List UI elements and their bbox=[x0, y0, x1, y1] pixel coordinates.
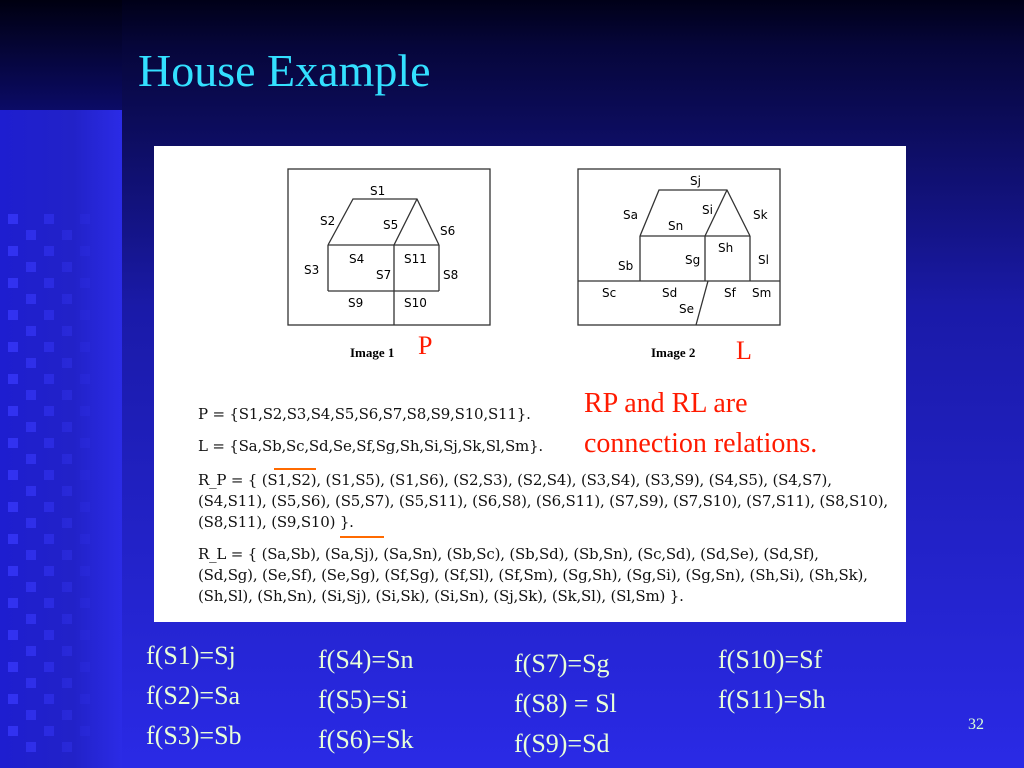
image1-diagram bbox=[288, 169, 490, 325]
decorative-square bbox=[26, 486, 36, 496]
decorative-square bbox=[44, 214, 54, 224]
decorative-square bbox=[80, 438, 90, 448]
decorative-square bbox=[8, 662, 18, 672]
mapping-item: f(S3)=Sb bbox=[146, 721, 242, 750]
decorative-square bbox=[80, 406, 90, 416]
mapping-item: f(S11)=Sh bbox=[718, 685, 826, 714]
figure-panel bbox=[154, 146, 906, 622]
label-sj: Sj bbox=[690, 174, 701, 188]
decorative-square bbox=[62, 742, 72, 752]
formula-rl bbox=[198, 544, 868, 607]
decorative-square bbox=[80, 630, 90, 640]
decorative-square bbox=[8, 470, 18, 480]
decorative-square bbox=[44, 470, 54, 480]
decorative-square bbox=[8, 438, 18, 448]
decorative-square bbox=[80, 502, 90, 512]
decorative-square bbox=[62, 646, 72, 656]
decorative-square bbox=[8, 246, 18, 256]
connection-note bbox=[584, 384, 904, 464]
decorative-square bbox=[62, 326, 72, 336]
label-sl: Sl bbox=[758, 253, 769, 267]
formula-rp bbox=[198, 470, 888, 533]
decorative-square bbox=[80, 214, 90, 224]
label-s7: S7 bbox=[376, 268, 392, 282]
decorative-square bbox=[26, 294, 36, 304]
label-sf: Sf bbox=[724, 286, 736, 300]
decorative-square bbox=[62, 550, 72, 560]
label-sd: Sd bbox=[662, 286, 678, 300]
formula-rp-line-2: (S4,S11), (S5,S6), (S5,S7), (S5,S11), (S6,S8), (S6,S11), (S7,S9), (S7,S10), (S7,S11), (S8,S10), bbox=[198, 492, 888, 510]
image1-caption: Image 1 bbox=[350, 345, 395, 360]
label-s5: S5 bbox=[383, 218, 399, 232]
label-sk: Sk bbox=[753, 208, 768, 222]
decorative-square bbox=[44, 662, 54, 672]
image2-labels bbox=[602, 174, 771, 316]
decorative-square bbox=[44, 598, 54, 608]
formula-l bbox=[198, 436, 543, 457]
decorative-square bbox=[44, 278, 54, 288]
note-line-1: RP and RL are bbox=[584, 388, 748, 419]
label-s1: S1 bbox=[370, 184, 386, 198]
decorative-square bbox=[26, 550, 36, 560]
decorative-square bbox=[26, 678, 36, 688]
label-si: Si bbox=[702, 203, 713, 217]
decorative-square bbox=[80, 534, 90, 544]
decorative-square bbox=[26, 358, 36, 368]
decorative-square bbox=[44, 342, 54, 352]
formula-rp-line-1: R_P = { (S1,S2), (S1,S5), (S1,S6), (S2,S3), (S2,S4), (S3,S4), (S3,S9), (S4,S5), (S4,S7), bbox=[198, 471, 832, 489]
decorative-square bbox=[8, 502, 18, 512]
decorative-square bbox=[8, 278, 18, 288]
mapping-item: f(S10)=Sf bbox=[718, 645, 823, 674]
mapping-item: f(S4)=Sn bbox=[318, 645, 414, 674]
decorative-square bbox=[26, 742, 36, 752]
decorative-square bbox=[80, 598, 90, 608]
decorative-square bbox=[62, 582, 72, 592]
label-se: Se bbox=[679, 302, 694, 316]
mapping-column-1 bbox=[146, 636, 242, 756]
decorative-square bbox=[80, 662, 90, 672]
decorative-side-strip bbox=[0, 0, 122, 768]
decorative-square bbox=[8, 598, 18, 608]
decorative-square bbox=[62, 230, 72, 240]
decorative-square bbox=[44, 374, 54, 384]
mapping-item: f(S6)=Sk bbox=[318, 725, 414, 754]
decorative-square bbox=[44, 726, 54, 736]
decorative-square bbox=[26, 326, 36, 336]
decorative-square bbox=[26, 646, 36, 656]
label-sh: Sh bbox=[718, 241, 734, 255]
decorative-square bbox=[80, 726, 90, 736]
mapping-item: f(S7)=Sg bbox=[514, 649, 610, 678]
label-s3: S3 bbox=[304, 263, 320, 277]
decorative-square bbox=[44, 246, 54, 256]
decorative-square bbox=[26, 230, 36, 240]
mapping-item: f(S5)=Si bbox=[318, 685, 408, 714]
mapping-item: f(S1)=Sj bbox=[146, 641, 236, 670]
decorative-square bbox=[44, 310, 54, 320]
decorative-square bbox=[26, 390, 36, 400]
decorative-square bbox=[62, 294, 72, 304]
label-s11: S11 bbox=[404, 252, 427, 266]
image1-frame bbox=[288, 169, 490, 325]
decorative-square bbox=[26, 710, 36, 720]
decorative-square bbox=[26, 454, 36, 464]
decorative-square bbox=[80, 566, 90, 576]
decorative-square bbox=[26, 262, 36, 272]
marker-l: L bbox=[736, 336, 752, 365]
decorative-square bbox=[80, 246, 90, 256]
decorative-square bbox=[8, 726, 18, 736]
label-s6: S6 bbox=[440, 224, 456, 238]
mapping-item: f(S8) = Sl bbox=[514, 689, 617, 718]
decorative-square bbox=[80, 310, 90, 320]
formula-rl-line-2: (Sd,Sg), (Se,Sf), (Se,Sg), (Sf,Sg), (Sf,Sl), (Sf,Sm), (Sg,Sh), (Sg,Si), (Sg,Sn), (Sh,Si), (Sh,Sk), bbox=[198, 566, 868, 584]
label-s8: S8 bbox=[443, 268, 459, 282]
label-s4: S4 bbox=[349, 252, 365, 266]
label-sb: Sb bbox=[618, 259, 634, 273]
mapping-column-3 bbox=[514, 644, 617, 764]
decorative-square bbox=[62, 390, 72, 400]
label-sa: Sa bbox=[623, 208, 638, 222]
decorative-square bbox=[80, 694, 90, 704]
decorative-square bbox=[8, 694, 18, 704]
mapping-item: f(S2)=Sa bbox=[146, 681, 241, 710]
decorative-square bbox=[62, 454, 72, 464]
decorative-square bbox=[26, 582, 36, 592]
decorative-square bbox=[44, 534, 54, 544]
image2-roof bbox=[640, 190, 750, 236]
decorative-square bbox=[8, 534, 18, 544]
label-sg: Sg bbox=[685, 253, 701, 267]
decorative-square bbox=[62, 614, 72, 624]
marker-p: P bbox=[418, 331, 433, 360]
decorative-square bbox=[80, 374, 90, 384]
decorative-square bbox=[80, 470, 90, 480]
decorative-square bbox=[80, 342, 90, 352]
formula-p-def: P = {S1,S2,S3,S4,S5,S6,S7,S8,S9,S10,S11}. bbox=[198, 405, 531, 423]
decorative-square bbox=[8, 310, 18, 320]
mapping-item: f(S9)=Sd bbox=[514, 729, 610, 758]
decorative-square bbox=[8, 406, 18, 416]
decorative-square bbox=[44, 694, 54, 704]
slide-title: House Example bbox=[138, 45, 431, 96]
label-s9: S9 bbox=[348, 296, 364, 310]
decorative-square bbox=[44, 406, 54, 416]
mapping-column-2 bbox=[318, 640, 414, 760]
decorative-square bbox=[26, 518, 36, 528]
decorative-square bbox=[44, 630, 54, 640]
decorative-square bbox=[8, 342, 18, 352]
decorative-square bbox=[26, 614, 36, 624]
formula-rl-line-1: R_L = { (Sa,Sb), (Sa,Sj), (Sa,Sn), (Sb,Sc), (Sb,Sd), (Sb,Sn), (Sc,Sd), (Sd,Se), (Sd,Sf), bbox=[198, 545, 819, 563]
formula-rl-line-3: (Sh,Sl), (Sh,Sn), (Si,Sj), (Si,Sk), (Si,Sn), (Sj,Sk), (Sk,Sl), (Sl,Sm) }. bbox=[198, 587, 684, 605]
label-sc: Sc bbox=[602, 286, 617, 300]
page-number: 32 bbox=[968, 716, 984, 733]
label-sm: Sm bbox=[752, 286, 772, 300]
decorative-square bbox=[44, 438, 54, 448]
label-s10: S10 bbox=[404, 296, 427, 310]
decorative-square bbox=[8, 566, 18, 576]
note-line-2: connection relations. bbox=[584, 428, 818, 459]
decorative-square bbox=[8, 214, 18, 224]
underline-rl bbox=[340, 536, 384, 538]
label-s2: S2 bbox=[320, 214, 336, 228]
decorative-square bbox=[80, 278, 90, 288]
decorative-square bbox=[8, 630, 18, 640]
decorative-square bbox=[62, 678, 72, 688]
formula-p bbox=[198, 404, 531, 425]
decorative-square bbox=[62, 358, 72, 368]
formula-l-def: L = {Sa,Sb,Sc,Sd,Se,Sf,Sg,Sh,Si,Sj,Sk,Sl,Sm}. bbox=[198, 437, 543, 455]
decorative-square bbox=[62, 518, 72, 528]
decorative-square bbox=[8, 374, 18, 384]
decorative-square bbox=[62, 710, 72, 720]
side-strip-dark-top bbox=[0, 0, 122, 110]
decorative-square bbox=[44, 566, 54, 576]
decorative-square bbox=[44, 502, 54, 512]
decorative-square bbox=[62, 486, 72, 496]
decorative-square bbox=[62, 262, 72, 272]
mapping-column-4 bbox=[718, 640, 826, 720]
decorative-square bbox=[26, 422, 36, 432]
formula-rp-line-3: (S8,S11), (S9,S10) }. bbox=[198, 513, 354, 531]
decorative-square bbox=[62, 422, 72, 432]
image2-caption: Image 2 bbox=[651, 345, 696, 360]
label-sn: Sn bbox=[668, 219, 684, 233]
